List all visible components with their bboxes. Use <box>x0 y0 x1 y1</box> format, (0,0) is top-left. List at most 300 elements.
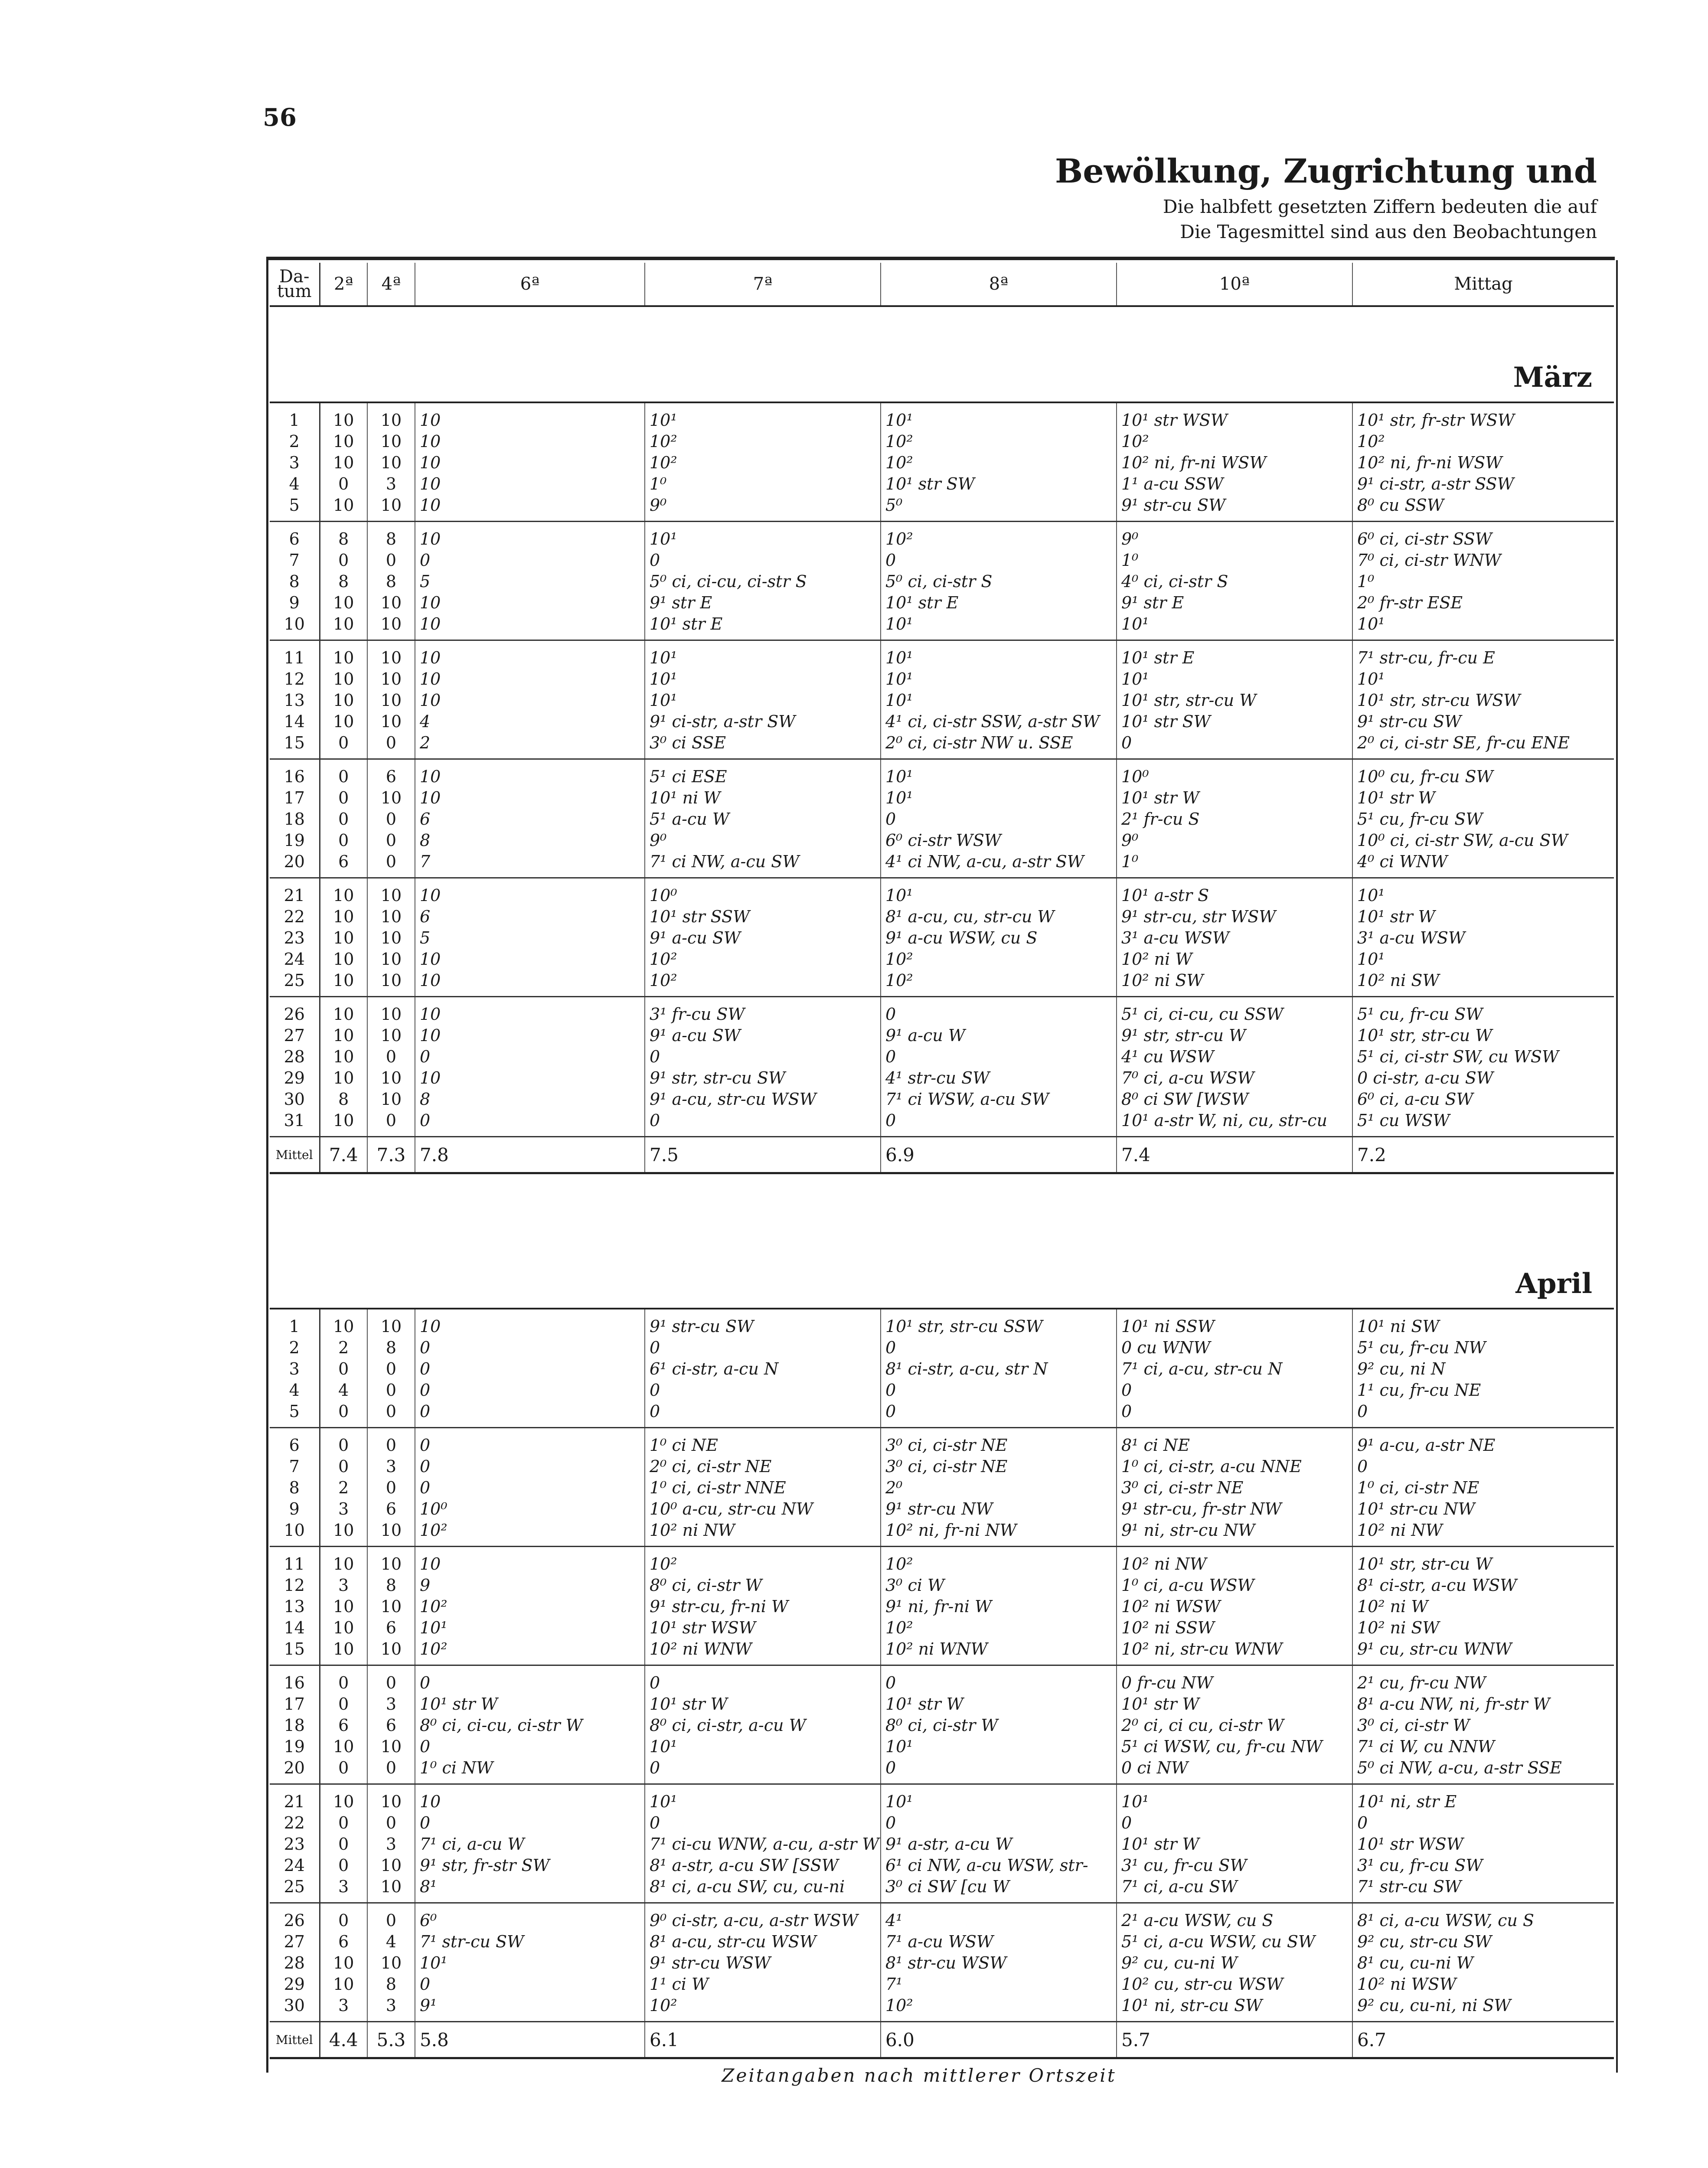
cell-6a: 10² <box>415 1638 645 1665</box>
header-6a: 6ª <box>415 263 645 306</box>
cell-7a: 10¹ <box>645 1736 881 1757</box>
cell-8a: 5⁰ <box>881 494 1117 522</box>
cell-8a: 0 <box>881 1046 1117 1067</box>
cell-10a: 7⁰ ci, a-cu WSW <box>1117 1067 1352 1088</box>
cell-8a: 10¹ <box>881 402 1117 431</box>
cell-7a: 6¹ ci-str, a-cu N <box>645 1358 881 1379</box>
cell-8a: 5⁰ ci, ci-str S <box>881 571 1117 592</box>
cell-4a: 8 <box>367 1973 415 1995</box>
table-row <box>270 431 1614 452</box>
cell-4a: 0 <box>367 1358 415 1379</box>
cell-6a: 7¹ ci, a-cu W <box>415 1833 645 1855</box>
cell-4a: 10 <box>367 1309 415 1337</box>
cell-2a: 10 <box>320 906 367 927</box>
cell-datum: 17 <box>270 787 320 808</box>
cell-10a: 0 fr-cu NW <box>1117 1665 1352 1694</box>
cell-10a: 5¹ ci, ci-cu, cu SSW <box>1117 997 1352 1025</box>
table-row <box>270 640 1614 669</box>
table-row <box>270 1025 1614 1046</box>
cell-2a: 10 <box>320 494 367 522</box>
cell-8a: 10¹ <box>881 878 1117 906</box>
table-body <box>270 306 1614 2058</box>
cell-7a: 10¹ str W <box>645 1693 881 1714</box>
cell-datum: 18 <box>270 1714 320 1736</box>
cell-datum: 13 <box>270 689 320 711</box>
cell-6a: 10 <box>415 613 645 640</box>
cell-2a: 0 <box>320 1665 367 1694</box>
cell-datum: 4 <box>270 1379 320 1401</box>
cell-mittag: 10² <box>1357 431 1385 451</box>
mean-cell-10a: 7.4 <box>1117 1137 1352 1173</box>
cell-datum: 2 <box>270 1337 320 1358</box>
cell-datum: 18 <box>270 808 320 829</box>
cell-mittag: 10¹ str, str-cu WSW <box>1357 690 1521 710</box>
table-row <box>270 402 1614 431</box>
cell-6a: 0 <box>415 1456 645 1477</box>
cell-datum: 15 <box>270 1638 320 1665</box>
cell-4a: 10 <box>367 1596 415 1617</box>
cell-mittag: 8¹ ci, a-cu WSW, cu S <box>1357 1910 1534 1930</box>
cell-10a: 2¹ fr-cu S <box>1117 808 1352 829</box>
cell-10a: 0 <box>1117 1812 1352 1833</box>
cell-datum: 21 <box>270 1784 320 1812</box>
cell-4a: 10 <box>367 948 415 970</box>
cell-6a: 10¹ <box>415 1617 645 1638</box>
table-row <box>270 1855 1614 1876</box>
cell-6a: 8 <box>415 829 645 851</box>
cell-2a: 8 <box>320 522 367 550</box>
cell-2a: 10 <box>320 1973 367 1995</box>
table-row <box>270 1736 1614 1757</box>
cell-2a: 6 <box>320 1931 367 1952</box>
cell-10a: 10¹ str, str-cu W <box>1117 689 1352 711</box>
cell-2a: 2 <box>320 1337 367 1358</box>
table-row <box>270 1046 1614 1067</box>
cell-2a: 0 <box>320 1855 367 1876</box>
cell-10a: 10¹ ni SSW <box>1117 1309 1352 1337</box>
table-row <box>270 1519 1614 1547</box>
cell-10a: 9¹ str E <box>1117 592 1352 613</box>
cell-8a: 0 <box>881 1379 1117 1401</box>
cell-2a: 0 <box>320 1757 367 1784</box>
mean-cell-6a: 5.8 <box>415 2022 645 2058</box>
cell-6a: 10 <box>415 431 645 452</box>
cell-10a: 10¹ str W <box>1117 1833 1352 1855</box>
cell-2a: 10 <box>320 711 367 732</box>
cell-datum: 22 <box>270 1812 320 1833</box>
cell-6a: 10 <box>415 970 645 997</box>
cell-mittag: 9¹ str-cu SW <box>1357 712 1462 731</box>
cell-mittag: 5¹ cu, fr-cu SW <box>1357 809 1483 829</box>
cell-4a: 10 <box>367 787 415 808</box>
table-row <box>270 878 1614 906</box>
cell-2a: 10 <box>320 402 367 431</box>
cell-mittag: 1⁰ <box>1357 571 1375 591</box>
table-row <box>270 1358 1614 1379</box>
cell-mittag: 2⁰ ci, ci-str SE, fr-cu ENE <box>1352 732 1614 759</box>
cell-10a: 9¹ str-cu, str WSW <box>1117 906 1352 927</box>
cell-datum: 9 <box>270 1498 320 1519</box>
cell-7a: 5¹ ci ESE <box>645 759 881 787</box>
cell-4a: 3 <box>367 1693 415 1714</box>
table-row <box>270 1596 1614 1617</box>
cell-datum: 17 <box>270 1693 320 1714</box>
table-row <box>270 808 1614 829</box>
mean-cell-datum: Mittel <box>270 1137 320 1173</box>
cell-7a: 10² <box>645 970 881 997</box>
table-row <box>270 1309 1614 1337</box>
cell-8a: 9¹ ni, fr-ni W <box>881 1596 1117 1617</box>
cell-2a: 10 <box>320 1617 367 1638</box>
cell-7a: 9¹ str-cu, fr-ni W <box>645 1596 881 1617</box>
cell-10a: 9⁰ <box>1117 522 1352 550</box>
header-datum <box>270 263 320 306</box>
cell-10a: 9⁰ <box>1117 829 1352 851</box>
cell-7a: 7¹ ci NW, a-cu SW <box>645 851 881 878</box>
cell-mittag: 10¹ ni SW <box>1357 1316 1440 1336</box>
cell-6a: 0 <box>415 1337 645 1358</box>
cell-4a: 4 <box>367 1931 415 1952</box>
cell-mittag: 4⁰ ci WNW <box>1352 851 1614 878</box>
cell-2a: 10 <box>320 927 367 948</box>
cell-4a: 10 <box>367 878 415 906</box>
page-number: 56 <box>263 103 297 132</box>
cell-2a: 10 <box>320 1309 367 1337</box>
cell-7a: 5¹ a-cu W <box>645 808 881 829</box>
table-row <box>270 1456 1614 1477</box>
cell-4a: 6 <box>367 1714 415 1736</box>
cell-mittag: 10¹ <box>1357 669 1385 689</box>
cell-4a: 0 <box>367 1110 415 1137</box>
cell-7a: 10² <box>645 452 881 473</box>
cell-8a: 0 <box>881 1337 1117 1358</box>
cell-7a: 10¹ str SSW <box>645 906 881 927</box>
cell-datum: 12 <box>270 1574 320 1596</box>
cell-mittag: 8¹ a-cu NW, ni, fr-str W <box>1357 1694 1550 1714</box>
header-7a: 7ª <box>645 263 881 306</box>
cell-mittag: 10¹ str, fr-str WSW <box>1357 410 1515 430</box>
cell-2a: 8 <box>320 571 367 592</box>
cell-6a: 10 <box>415 402 645 431</box>
cell-10a: 10² ni SW <box>1117 970 1352 997</box>
cell-8a: 10¹ <box>881 689 1117 711</box>
cell-datum: 7 <box>270 1456 320 1477</box>
table-row <box>270 1952 1614 1973</box>
table-row <box>270 452 1614 473</box>
cell-10a: 9¹ ni, str-cu NW <box>1117 1519 1352 1547</box>
cell-2a: 3 <box>320 1876 367 1903</box>
cell-2a: 3 <box>320 1995 367 2022</box>
cell-datum: 26 <box>270 997 320 1025</box>
cell-6a: 10¹ str W <box>415 1693 645 1714</box>
cell-10a: 10¹ str SW <box>1117 711 1352 732</box>
cell-6a: 10 <box>415 668 645 689</box>
cell-8a: 10¹ str, str-cu SSW <box>881 1309 1117 1337</box>
cell-mittag: 2⁰ fr-str ESE <box>1357 593 1463 612</box>
table-row <box>270 1498 1614 1519</box>
table-row <box>270 732 1614 759</box>
cell-8a: 10² ni, fr-ni NW <box>881 1519 1117 1547</box>
cell-datum: 1 <box>270 1309 320 1337</box>
cell-4a: 0 <box>367 1903 415 1931</box>
cell-10a: 10¹ str E <box>1117 640 1352 669</box>
table-row <box>270 1617 1614 1638</box>
cell-mittag: 0 <box>1357 1813 1368 1832</box>
table-row <box>270 1428 1614 1456</box>
cell-8a: 0 <box>881 1757 1117 1784</box>
cell-mittag: 10¹ str, str-cu W <box>1357 1554 1492 1574</box>
cell-6a: 10 <box>415 1067 645 1088</box>
cell-7a: 10² <box>645 1995 881 2022</box>
cell-datum: 14 <box>270 1617 320 1638</box>
cell-4a: 10 <box>367 402 415 431</box>
cell-7a: 10⁰ <box>645 878 881 906</box>
cell-8a: 8¹ ci-str, a-cu, str N <box>881 1358 1117 1379</box>
table-row <box>270 927 1614 948</box>
cell-datum: 16 <box>270 1665 320 1694</box>
cell-6a: 10 <box>415 948 645 970</box>
cell-datum: 3 <box>270 452 320 473</box>
mean-cell-4a: 7.3 <box>367 1137 415 1173</box>
cell-7a: 10² <box>645 431 881 452</box>
cell-6a: 7¹ str-cu SW <box>415 1931 645 1952</box>
cell-2a: 3 <box>320 1498 367 1519</box>
cell-2a: 10 <box>320 997 367 1025</box>
month-spacer <box>270 1173 1614 1214</box>
cell-mittag: 2¹ cu, fr-cu NW <box>1357 1673 1486 1692</box>
cell-6a: 10⁰ <box>415 1498 645 1519</box>
cell-2a: 10 <box>320 1596 367 1617</box>
cell-mittag: 8⁰ cu SSW <box>1352 494 1614 522</box>
cell-4a: 10 <box>367 1088 415 1110</box>
cell-10a: 10¹ str WSW <box>1117 402 1352 431</box>
cell-10a: 2¹ a-cu WSW, cu S <box>1117 1903 1352 1931</box>
header-8a: 8ª <box>881 263 1117 306</box>
cell-6a: 0 <box>415 549 645 571</box>
cell-4a: 0 <box>367 851 415 878</box>
cell-mittag: 8¹ ci-str, a-cu WSW <box>1357 1575 1517 1595</box>
cell-datum: 3 <box>270 1358 320 1379</box>
cell-2a: 10 <box>320 948 367 970</box>
table-row <box>270 1876 1614 1903</box>
cell-mittag: 10¹ str-cu NW <box>1357 1499 1475 1518</box>
cell-6a: 8 <box>415 1088 645 1110</box>
cell-4a: 10 <box>367 494 415 522</box>
cell-10a: 10² ni SSW <box>1117 1617 1352 1638</box>
cell-mittag: 1¹ cu, fr-cu NE <box>1357 1380 1481 1400</box>
cell-6a: 7 <box>415 851 645 878</box>
cell-6a: 9 <box>415 1574 645 1596</box>
cell-2a: 4 <box>320 1379 367 1401</box>
cell-10a: 10² ni W <box>1117 948 1352 970</box>
cell-6a: 1⁰ ci NW <box>415 1757 645 1784</box>
cell-8a: 3⁰ ci, ci-str NE <box>881 1456 1117 1477</box>
cell-8a: 2⁰ <box>881 1477 1117 1498</box>
cell-datum: 11 <box>270 640 320 669</box>
cell-7a: 10⁰ a-cu, str-cu NW <box>645 1498 881 1519</box>
mean-cell-10a: 5.7 <box>1117 2022 1352 2058</box>
cell-8a: 0 <box>881 549 1117 571</box>
cell-6a: 0 <box>415 1428 645 1456</box>
cell-4a: 0 <box>367 808 415 829</box>
cell-6a: 4 <box>415 711 645 732</box>
cell-7a: 0 <box>645 549 881 571</box>
cell-8a: 6⁰ ci-str WSW <box>881 829 1117 851</box>
cell-8a: 0 <box>881 997 1117 1025</box>
cell-2a: 8 <box>320 1088 367 1110</box>
cell-2a: 10 <box>320 1067 367 1088</box>
cell-8a: 10¹ str E <box>881 592 1117 613</box>
cell-datum: 6 <box>270 1428 320 1456</box>
cell-10a: 1¹ a-cu SSW <box>1117 473 1352 494</box>
cell-8a: 3⁰ ci, ci-str NE <box>881 1428 1117 1456</box>
top-rule <box>266 257 1615 260</box>
cell-datum: 11 <box>270 1547 320 1575</box>
cell-4a: 0 <box>367 1428 415 1456</box>
cell-6a: 9¹ str, fr-str SW <box>415 1855 645 1876</box>
cell-mittag: 1⁰ ci, ci-str NE <box>1357 1478 1479 1497</box>
cell-mittag: 10¹ <box>1357 949 1385 969</box>
cell-6a: 0 <box>415 1046 645 1067</box>
cell-4a: 10 <box>367 970 415 997</box>
cell-6a: 10² <box>415 1519 645 1547</box>
cell-7a: 9¹ a-cu SW <box>645 1025 881 1046</box>
cell-mittag: 3¹ a-cu WSW <box>1357 928 1465 947</box>
cell-8a: 7¹ ci WSW, a-cu SW <box>881 1088 1117 1110</box>
cell-10a: 0 <box>1117 732 1352 759</box>
cell-6a: 10 <box>415 759 645 787</box>
cell-6a: 0 <box>415 1358 645 1379</box>
cell-mittag: 5⁰ ci NW, a-cu, a-str SSE <box>1352 1757 1614 1784</box>
cell-datum: 15 <box>270 732 320 759</box>
mean-cell-mittag: 7.2 <box>1352 1137 1614 1173</box>
cell-7a: 10¹ <box>645 522 881 550</box>
cell-2a: 0 <box>320 829 367 851</box>
table-row <box>270 522 1614 550</box>
cell-8a: 10¹ str SW <box>881 473 1117 494</box>
cell-7a: 10¹ <box>645 402 881 431</box>
cell-8a: 8¹ str-cu WSW <box>881 1952 1117 1973</box>
cell-datum: 23 <box>270 1833 320 1855</box>
cell-4a: 3 <box>367 1833 415 1855</box>
cell-7a: 9¹ str-cu SW <box>645 1309 881 1337</box>
mean-cell-2a: 4.4 <box>320 2022 367 2058</box>
cell-7a: 10¹ <box>645 668 881 689</box>
cell-4a: 3 <box>367 1456 415 1477</box>
cell-8a: 10¹ <box>881 640 1117 669</box>
cell-6a: 0 <box>415 1736 645 1757</box>
cell-datum: 2 <box>270 431 320 452</box>
cell-6a: 10 <box>415 452 645 473</box>
cell-4a: 0 <box>367 732 415 759</box>
cell-datum: 27 <box>270 1025 320 1046</box>
cell-4a: 10 <box>367 452 415 473</box>
cell-4a: 6 <box>367 1498 415 1519</box>
cell-datum: 7 <box>270 549 320 571</box>
subtitle-line-2: Die Tagesmittel sind aus den Beobachtungen <box>1180 221 1597 242</box>
cell-10a: 4⁰ ci, ci-str S <box>1117 571 1352 592</box>
cell-mittag: 5¹ cu, fr-cu SW <box>1357 1004 1483 1024</box>
cell-8a: 10² <box>881 1547 1117 1575</box>
cell-mittag: 9² cu, cu-ni, ni SW <box>1352 1995 1614 2022</box>
table-row <box>270 613 1614 640</box>
cell-7a: 10¹ <box>645 689 881 711</box>
table-row <box>270 1547 1614 1575</box>
cell-8a: 10¹ <box>881 1784 1117 1812</box>
cell-datum: 25 <box>270 1876 320 1903</box>
cell-mittag: 10¹ ni, str E <box>1357 1792 1457 1811</box>
cell-mittag: 10² ni SW <box>1352 970 1614 997</box>
cell-2a: 10 <box>320 1784 367 1812</box>
cell-6a: 8⁰ ci, ci-cu, ci-str W <box>415 1714 645 1736</box>
cell-4a: 10 <box>367 431 415 452</box>
cell-8a: 10¹ <box>881 759 1117 787</box>
cell-10a: 8⁰ ci SW [WSW <box>1117 1088 1352 1110</box>
cell-6a: 10 <box>415 494 645 522</box>
header-row <box>270 263 1614 306</box>
table-row <box>270 1757 1614 1784</box>
cell-4a: 10 <box>367 640 415 669</box>
cell-7a: 3⁰ ci SSE <box>645 732 881 759</box>
cell-10a: 10¹ ni, str-cu SW <box>1117 1995 1352 2022</box>
cell-6a: 6 <box>415 808 645 829</box>
mean-cell-2a: 7.4 <box>320 1137 367 1173</box>
cell-2a: 0 <box>320 1358 367 1379</box>
cell-mittag: 6⁰ ci, ci-str SSW <box>1357 529 1492 549</box>
cell-7a: 10¹ str E <box>645 613 881 640</box>
cell-2a: 0 <box>320 808 367 829</box>
cell-8a: 9¹ str-cu NW <box>881 1498 1117 1519</box>
cell-7a: 8¹ ci, a-cu SW, cu, cu-ni <box>645 1876 881 1903</box>
table-row <box>270 1477 1614 1498</box>
cell-mittag: 10¹ str W <box>1357 788 1435 807</box>
cell-7a: 1¹ ci W <box>645 1973 881 1995</box>
cell-2a: 0 <box>320 787 367 808</box>
cell-8a: 10² <box>881 522 1117 550</box>
page-title: Bewölkung, Zugrichtung und <box>1055 152 1597 190</box>
cell-7a: 10² <box>645 1547 881 1575</box>
cell-8a: 10¹ <box>881 613 1117 640</box>
cell-4a: 0 <box>367 1477 415 1498</box>
cell-10a: 2⁰ ci, ci cu, ci-str W <box>1117 1714 1352 1736</box>
header-datum-bottom: tum <box>277 281 312 301</box>
cell-7a: 8⁰ ci, ci-str W <box>645 1574 881 1596</box>
cell-2a: 0 <box>320 1428 367 1456</box>
cell-datum: 1 <box>270 402 320 431</box>
table-row <box>270 1110 1614 1137</box>
table-row <box>270 851 1614 878</box>
cell-8a: 3⁰ ci W <box>881 1574 1117 1596</box>
cell-10a: 1⁰ <box>1117 549 1352 571</box>
cell-4a: 10 <box>367 1736 415 1757</box>
cell-8a: 10¹ <box>881 668 1117 689</box>
cell-2a: 6 <box>320 1714 367 1736</box>
cell-6a: 9¹ <box>415 1995 645 2022</box>
cell-8a: 8¹ a-cu, cu, str-cu W <box>881 906 1117 927</box>
cell-7a: 0 <box>645 1110 881 1137</box>
cell-6a: 10 <box>415 878 645 906</box>
cell-mittag: 7¹ ci W, cu NNW <box>1357 1737 1495 1756</box>
table-row <box>270 906 1614 927</box>
cell-datum: 16 <box>270 759 320 787</box>
cell-10a: 10¹ <box>1117 613 1352 640</box>
cell-2a: 10 <box>320 1025 367 1046</box>
cell-4a: 10 <box>367 592 415 613</box>
subtitle-line-1: Die halbfett gesetzten Ziffern bedeuten die auf <box>1163 196 1597 217</box>
cell-4a: 0 <box>367 1812 415 1833</box>
cell-7a: 0 <box>645 1379 881 1401</box>
cell-2a: 0 <box>320 1833 367 1855</box>
